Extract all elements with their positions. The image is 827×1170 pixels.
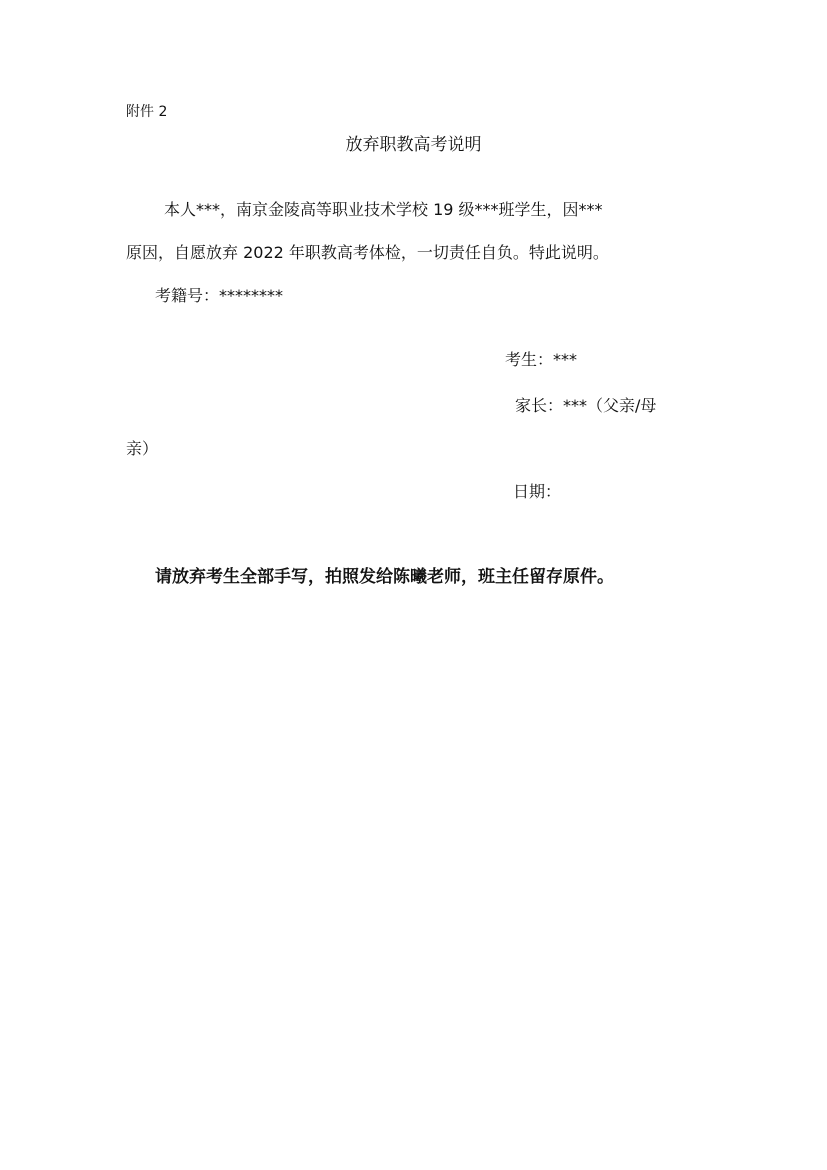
document-title: 放弃职教高考说明 xyxy=(345,135,482,155)
statement-line-1: 本人***，南京金陵高等职业技术学校 19 级***班学生，因*** xyxy=(164,200,603,219)
attachment-label: 附件 2 xyxy=(126,104,168,120)
statement-line-2: 原因，自愿放弃 2022 年职教高考体检，一切责任自负。特此说明。 xyxy=(126,243,609,262)
exam-number-line: 考籍号：******** xyxy=(155,286,284,305)
parent-signature-wrap: 亲） xyxy=(126,439,159,458)
instruction-note: 请放弃考生全部手写，拍照发给陈曦老师，班主任留存原件。 xyxy=(155,567,614,587)
student-signature: 考生：*** xyxy=(505,350,578,369)
parent-signature: 家长：***（父亲/母 xyxy=(515,396,657,415)
signature-date: 日期： xyxy=(513,482,562,501)
